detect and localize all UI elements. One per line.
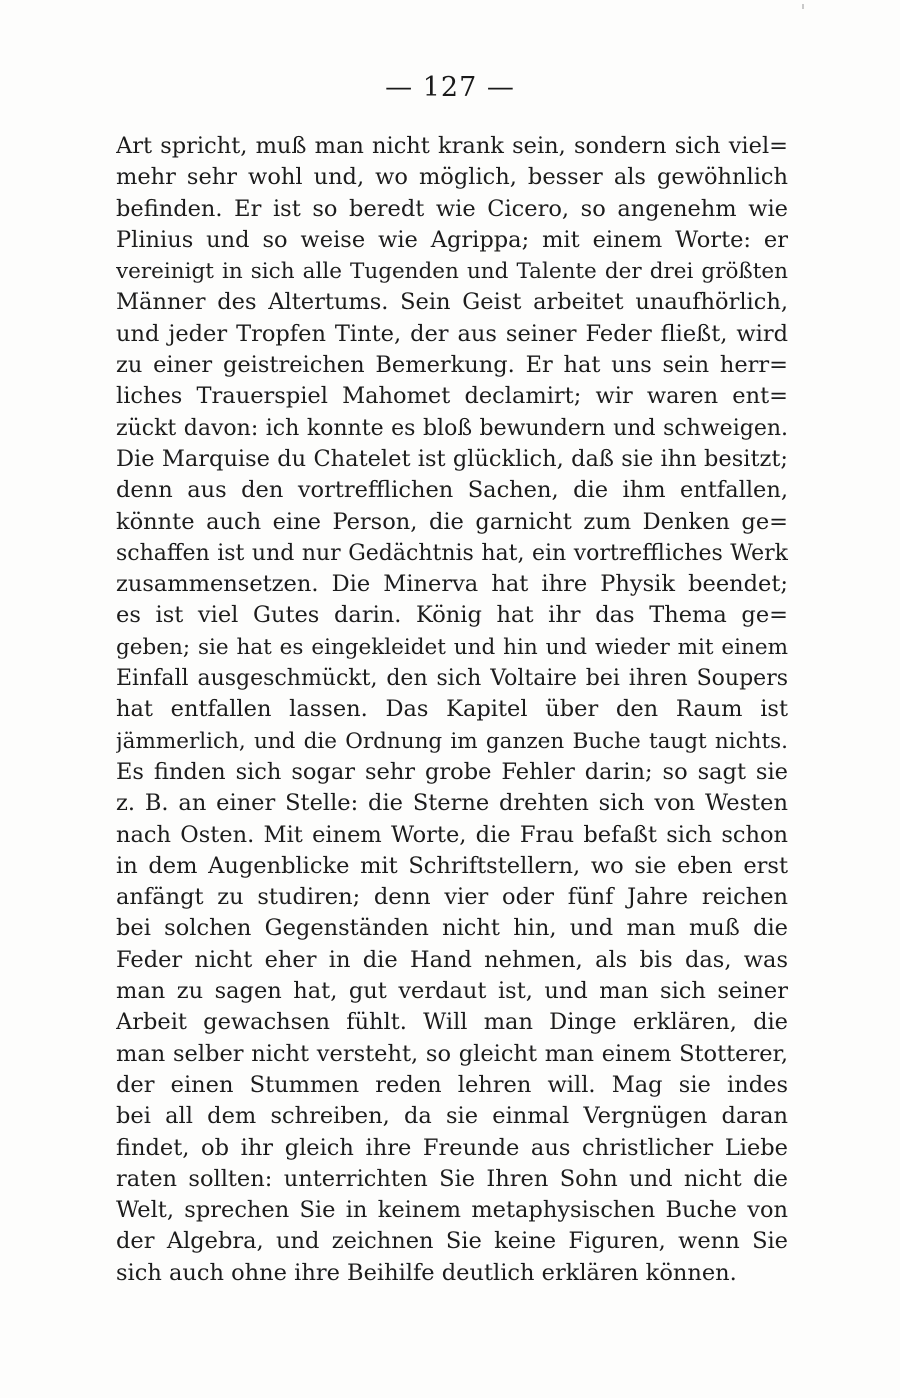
text-line: der einen Stummen reden lehren will. Mag sie indes (116, 1071, 788, 1098)
text-line: zückt davon: ich konnte es bloß bewundern und schweigen. (116, 415, 788, 441)
paper-speck (802, 4, 804, 9)
text-line: geben; sie hat es eingekleidet und hin und wieder mit einem (116, 634, 788, 660)
text-line: liches Trauerspiel Mahomet declamirt; wir waren ent= (116, 383, 788, 410)
text-line: vereinigt in sich alle Tugenden und Talente der drei größten (116, 259, 788, 285)
page-number: — 127 — (385, 72, 515, 103)
text-line: Einfall ausgeschmückt, den sich Voltaire bei ihren Soupers (116, 666, 788, 692)
text-line: raten sollten: unterrichten Sie Ihren Sohn und nicht die (116, 1165, 788, 1192)
text-line: Arbeit gewachsen fühlt. Will man Dinge erklären, die (116, 1009, 788, 1036)
text-line: hat entfallen lassen. Das Kapitel über den Raum ist (116, 696, 788, 723)
text-line: Feder nicht eher in die Hand nehmen, als bis das, was (116, 946, 788, 973)
text-line: der Algebra, und zeichnen Sie keine Figuren, wenn Sie (116, 1228, 788, 1255)
text-line: Die Marquise du Chatelet ist glücklich, daß sie ihn besitzt; (116, 445, 788, 472)
text-line: zusammensetzen. Die Minerva hat ihre Physik beendet; (116, 571, 788, 598)
text-line: denn aus den vortrefflichen Sachen, die ihm entfallen, (116, 477, 788, 504)
text-line: schaffen ist und nur Gedächtnis hat, ein vortreffliches Werk (116, 540, 788, 566)
text-line: sich auch ohne ihre Beihilfe deutlich erklären können. (116, 1259, 737, 1286)
text-line: nach Osten. Mit einem Worte, die Frau befaßt sich schon (116, 821, 788, 848)
text-line: z. B. an einer Stelle: die Sterne drehten sich von Westen (116, 790, 788, 817)
text-line: Männer des Altertums. Sein Geist arbeitet unaufhörlich, (116, 289, 788, 316)
text-line: es ist viel Gutes darin. König hat ihr das Thema ge= (116, 602, 788, 629)
text-line: befinden. Er ist so beredt wie Cicero, so angenehm wie (116, 195, 788, 222)
text-line: Art spricht, muß man nicht krank sein, sondern sich viel= (116, 133, 788, 159)
text-line: bei all dem schreiben, da sie einmal Vergnügen daran (116, 1103, 788, 1130)
text-line: könnte auch eine Person, die garnicht zum Denken ge= (116, 508, 788, 535)
text-line: Plinius und so weise wie Agrippa; mit einem Worte: er (116, 226, 788, 253)
text-line: bei solchen Gegenständen nicht hin, und man muß die (116, 915, 788, 942)
text-line: man zu sagen hat, gut verdaut ist, und man sich seiner (116, 978, 788, 1005)
text-line: mehr sehr wohl und, wo möglich, besser als gewöhnlich (116, 164, 788, 191)
text-line: und jeder Tropfen Tinte, der aus seiner Feder fließt, wird (116, 320, 788, 347)
text-line: Es finden sich sogar sehr grobe Fehler darin; so sagt sie (116, 758, 788, 785)
text-line: in dem Augenblicke mit Schriftstellern, wo sie eben erst (116, 852, 788, 879)
text-line: man selber nicht versteht, so gleicht man einem Stotterer, (116, 1040, 788, 1067)
text-line: findet, ob ihr gleich ihre Freunde aus christlicher Liebe (116, 1134, 788, 1161)
text-line: zu einer geistreichen Bemerkung. Er hat uns sein herr= (116, 352, 788, 379)
text-line: Welt, sprechen Sie in keinem metaphysischen Buche von (116, 1197, 788, 1224)
text-line: anfängt zu studiren; denn vier oder fünf Jahre reichen (116, 884, 788, 911)
text-line: jämmerlich, und die Ordnung im ganzen Buche taugt nichts. (116, 728, 788, 754)
body-text (116, 131, 788, 1289)
